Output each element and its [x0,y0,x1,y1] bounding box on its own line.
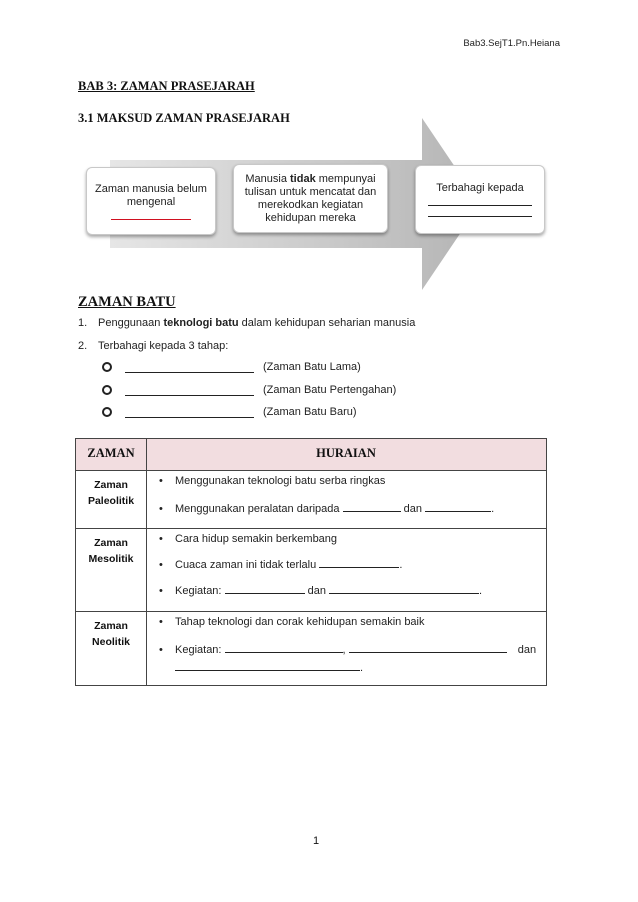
box3-line1: Terbahagi kepada [436,182,524,194]
answer-blank[interactable] [343,501,401,512]
col-header-zaman: ZAMAN [87,446,135,460]
bullet-line: • Menggunakan teknologi batu serba ringkas [159,475,386,487]
answer-blank[interactable] [425,501,491,512]
box2-line3: merekodkan kegiatan [257,198,364,211]
chapter-title: BAB 3: ZAMAN PRASEJARAH [78,79,255,93]
bullet-line: • Kegiatan: , dan [159,644,537,656]
diagram-box-1 [86,167,216,235]
box2-line2: tulisan untuk mencatat dan [244,185,377,198]
box1-line1: Zaman manusia belum [95,182,207,195]
bullet-line-continued: . [175,660,363,674]
circle-bullet-icon [102,362,112,372]
diagram-box-2 [233,164,388,233]
header-reference: Bab3.SejT1.Pn.Heiana [463,38,560,49]
bullet-line: • Cuaca zaman ini tidak terlalu . [159,559,403,571]
box2-line4: kehidupan mereka [265,211,356,224]
answer-blank[interactable] [125,407,254,418]
answer-blank[interactable] [349,642,507,653]
answer-blank[interactable] [225,583,305,594]
answer-blank[interactable] [111,211,191,220]
zaman-batu-title: ZAMAN BATU [78,294,176,310]
zaman-cell: Zaman Mesolitik [88,537,134,565]
answer-blank[interactable] [428,206,532,217]
zaman-table [75,438,547,686]
bullet-line: • Tahap teknologi dan corak kehidupan semakin baik [159,616,425,628]
zaman-cell: Zaman Neolitik [92,620,130,648]
answer-blank[interactable] [175,660,360,671]
sub-item-2: (Zaman Batu Pertengahan) [102,384,396,396]
box2-line1: Manusia tidak mempunyai [245,172,376,185]
answer-blank[interactable] [319,557,399,568]
sub-item-3: (Zaman Batu Baru) [102,406,357,418]
bullet-line: • Kegiatan: dan . [159,585,483,597]
box1-line2: mengenal [126,195,176,208]
answer-blank[interactable] [329,583,479,594]
answer-blank[interactable] [125,385,254,396]
col-header-huraian: HURAIAN [316,446,376,460]
circle-bullet-icon [102,385,112,395]
list-item-1: 1. Penggunaan teknologi batu dalam kehidupan seharian manusia [78,317,416,329]
table-column-divider [146,439,147,685]
list-item-2: 2. Terbahagi kepada 3 tahap: [78,340,229,352]
bullet-line: • Cara hidup semakin berkembang [159,533,338,545]
answer-blank[interactable] [225,642,343,653]
circle-bullet-icon [102,407,112,417]
zaman-cell: Zaman Paleolitik [87,479,135,507]
diagram-box-3 [415,165,545,234]
bullet-line: • Menggunakan peralatan daripada dan . [159,503,495,515]
section-title: 3.1 MAKSUD ZAMAN PRASEJARAH [78,111,290,125]
sub-item-1: (Zaman Batu Lama) [102,361,361,373]
answer-blank[interactable] [125,362,254,373]
page-number: 1 [313,835,320,847]
answer-blank[interactable] [428,195,532,206]
